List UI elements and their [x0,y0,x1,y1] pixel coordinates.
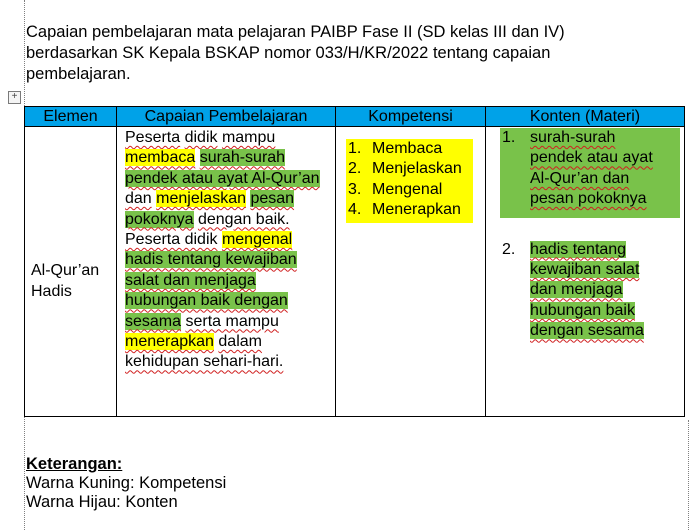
capaian-text: didik [184,129,218,146]
cell-konten [486,127,685,417]
move-handle-icon[interactable]: + [8,91,21,104]
intro-line-2: berdasarkan SK Kepala BSKAP nomor 033/H/KR/2022 tentang capaian [26,44,551,62]
keterangan-title: Keterangan: [26,455,123,473]
list-item [346,139,473,159]
highlight-kompetensi: menerapkan [125,333,214,351]
konten-label: surah-surah pendek atau ayat Al-Qur’an dan pesan pokoknya [530,129,653,208]
kompetensi-list [346,139,473,223]
capaian-text: mampu [221,129,276,146]
capaian-text: dan [125,190,152,208]
capaian-text: Peserta [125,129,181,146]
keterangan-hijau: Warna Hijau: Konten [26,493,178,511]
capaian-text: dalam kehidupan sehari-hari. [125,333,284,371]
elemen-label: Al-Qur’an Hadis [31,262,100,300]
table-row [25,127,685,417]
kompetensi-label: Mengenal [372,180,443,198]
highlight-kompetensi: membaca [125,149,196,167]
highlight-konten: hadis tentang kewajiban salat dan menjaga hubungan baik dengan sesama [125,251,297,330]
header-kompetensi: Kompetensi [336,107,486,127]
list-number: 1. [502,129,516,146]
list-item [346,180,473,200]
kompetensi-label: Menjelaskan [372,160,462,178]
intro-line-1: Capaian pembelajaran mata pelajaran PAIBP Fase II (SD kelas III dan IV) [26,23,565,41]
table-header-row [25,107,685,127]
list-number: 2. [502,240,516,258]
intro-line-3: pembelajaran. [26,65,131,83]
page-margin-guide-right [688,420,689,530]
capaian-text: dengan baik. Peserta didik [125,210,290,249]
highlight-kompetensi: menjelaskan [156,190,246,208]
list-number: 1. [348,140,362,157]
konten-label: hadis tentang kewajiban salat dan menjaga hubungan baik dengan sesama [530,240,644,340]
intro-paragraph [26,22,656,85]
konten-label-wrap [530,240,670,342]
highlight-konten: pesan pokoknya [125,190,295,228]
cell-capaian [117,127,336,417]
capaian-text: serta mampu [185,312,279,330]
list-number: 3. [348,180,362,198]
list-number: 4. [348,201,362,219]
highlight-konten: surah-surah pendek atau ayat Al-Qur’an [125,149,320,187]
cell-kompetensi [336,127,486,417]
header-capaian: Capaian Pembelajaran [117,107,336,127]
capaian-table [24,106,685,417]
keterangan-block [26,455,226,512]
list-item [500,128,680,218]
highlight-kompetensi: mengenal [221,231,293,249]
list-item [346,159,473,179]
list-item [346,200,473,220]
kompetensi-label: Membaca [372,140,443,157]
keterangan-kuning: Warna Kuning: Kompetensi [26,474,227,492]
list-number: 2. [348,160,362,178]
list-item [500,240,678,342]
header-elemen: Elemen [25,107,117,127]
kompetensi-label: Menerapkan [372,201,461,219]
header-konten: Konten (Materi) [486,107,685,127]
cell-elemen [25,127,117,417]
